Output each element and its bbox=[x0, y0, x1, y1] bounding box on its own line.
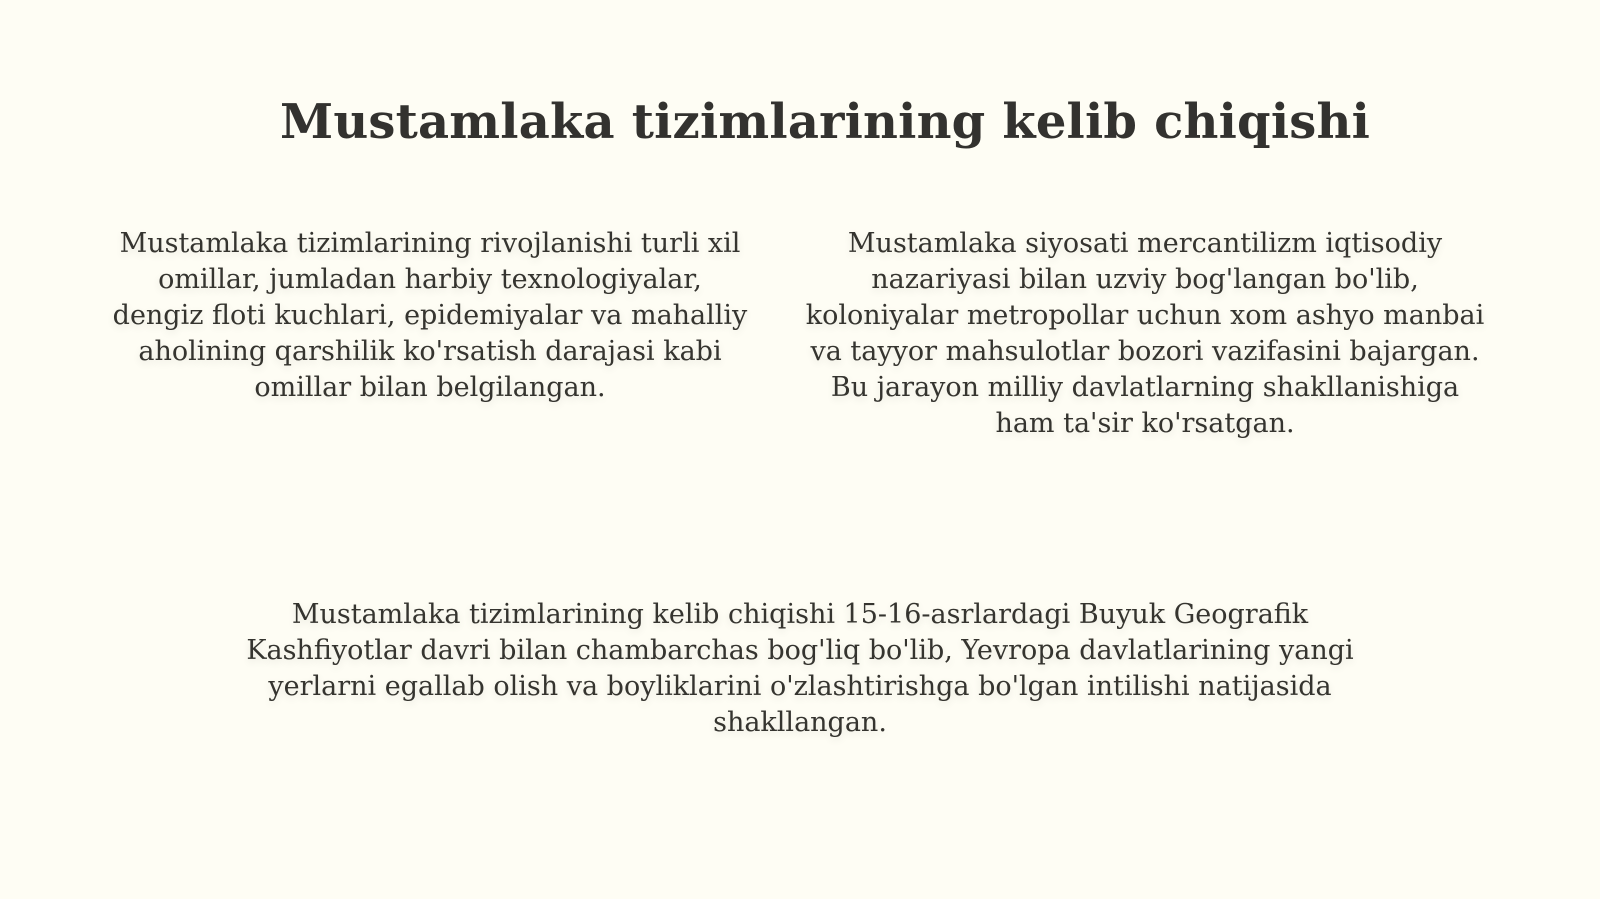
paragraph-bottom: Mustamlaka tizimlarining kelib chiqishi 15-16-asrlardagi Buyuk Geografik Kashfiyotlar davri bilan chambarchas bog'liq bo'lib, Yevropa davlatlarining yangi yerlarni egallab olish va boyliklarini o'zlashtirishga bo'lgan intilishi natijasida shakllangan. bbox=[246, 599, 1354, 738]
slide-title: Mustamlaka tizimlarining kelib chiqishi bbox=[279, 94, 1371, 151]
paragraph-left: Mustamlaka tizimlarining rivojlanishi turli xil omillar, jumladan harbiy texnologiyalar, dengiz floti kuchlari, epidemiyalar va mahalliy aholining qarshilik ko'rsatish darajasi kabi omillar bilan belgilangan. bbox=[112, 228, 748, 403]
paragraph-right: Mustamlaka siyosati mercantilizm iqtisodiy nazariyasi bilan uzviy bog'langan bo'lib, koloniyalar metropollar uchun xom ashyo manbai va tayyor mahsulotlar bozori vazifasini bajargan. Bu jarayon milliy davlatlarning shakllanishiga ham ta'sir ko'rsatgan. bbox=[805, 228, 1485, 439]
